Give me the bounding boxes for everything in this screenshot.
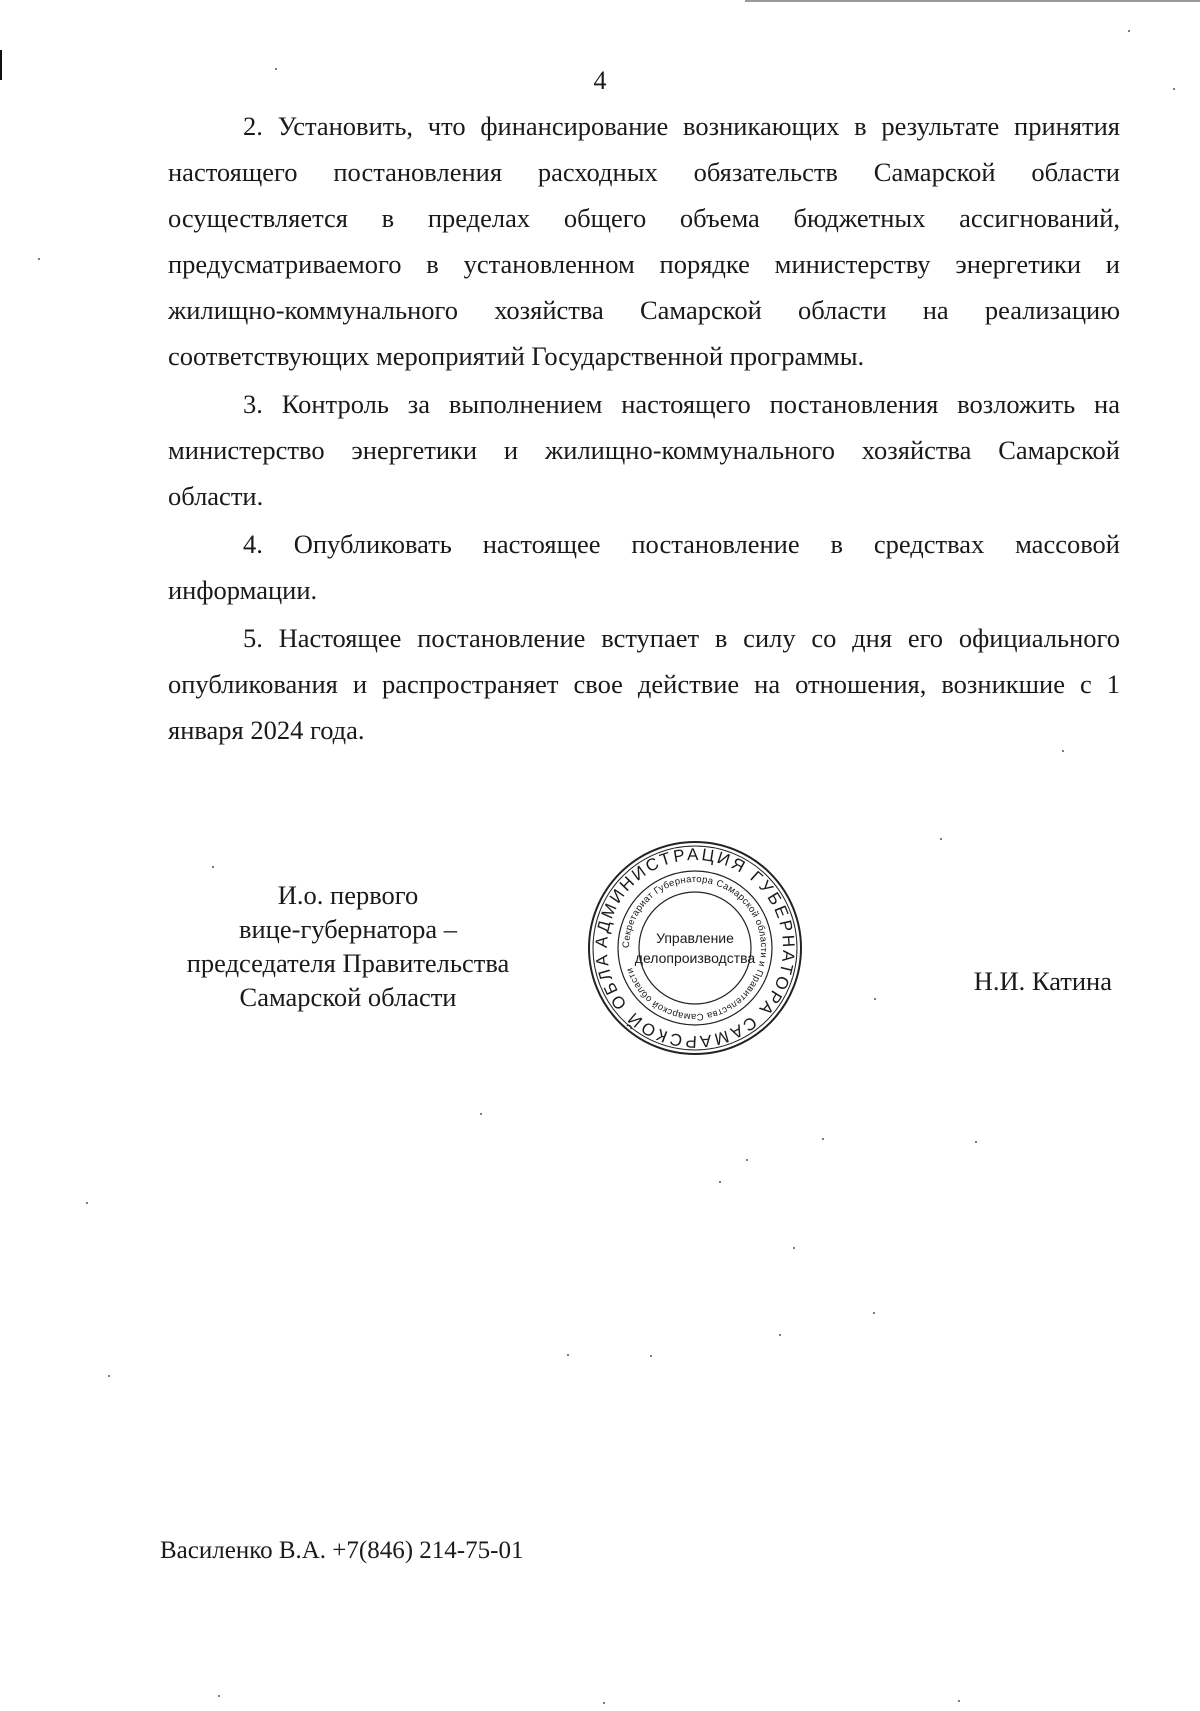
scan-speck bbox=[940, 838, 942, 840]
signatory-title-line: вице-губернатора – bbox=[238, 914, 457, 944]
scan-speck bbox=[218, 1695, 220, 1697]
scan-speck bbox=[746, 1159, 748, 1161]
signatory-title-line: председателя Правительства bbox=[186, 948, 510, 978]
scan-speck bbox=[1128, 30, 1130, 32]
scan-speck bbox=[975, 1141, 977, 1143]
signatory-title-line: Самарской области bbox=[239, 982, 457, 1012]
scan-speck bbox=[86, 1202, 88, 1204]
stamp-center-line: Управление bbox=[656, 930, 734, 946]
signatory-title-line: И.о. первого bbox=[277, 880, 419, 910]
paragraph-publication: 4. Опубликовать настоящее постановление в средствах массовой информации. bbox=[168, 529, 1120, 605]
official-stamp bbox=[585, 838, 805, 1058]
scan-speck bbox=[603, 1702, 605, 1704]
scan-speck bbox=[874, 998, 876, 1000]
paragraph-financing: 2. Установить, что финансирование возникающих в результате принятия настоящего постановления расходных обязательств Самарской области осуществляется в пределах общего объема бюджетных ассигнований, предусматриваемого в установленном порядке министерству энергетики и жилищно-коммунального хозяйства Самарской области на реализацию соответствующих мероприятий Государственной программы. bbox=[168, 111, 1120, 371]
executor-contact: Василенко В.А. +7(846) 214-75-01 bbox=[160, 1537, 524, 1564]
scan-speck bbox=[212, 866, 214, 868]
scan-speck bbox=[480, 1113, 482, 1115]
paragraph-control: 3. Контроль за выполнением настоящего постановления возложить на министерство энергетики и жилищно-коммунального хозяйства Самарской области. bbox=[168, 389, 1120, 511]
scan-artifact-line bbox=[745, 0, 1200, 2]
scan-speck bbox=[719, 1181, 721, 1183]
scan-speck bbox=[793, 1247, 795, 1249]
scan-speck bbox=[567, 1354, 569, 1356]
stamp-center-line: делопроизводства bbox=[634, 950, 756, 966]
scan-speck bbox=[958, 1700, 960, 1702]
page-number: 4 bbox=[593, 66, 607, 95]
paragraph-effective-date: 5. Настоящее постановление вступает в силу со дня его официального опубликования и распространяет свое действие на отношения, возникшие с 1 января 2024 года. bbox=[168, 623, 1120, 745]
scan-speck bbox=[650, 1355, 652, 1357]
scan-speck bbox=[38, 258, 40, 260]
document-body bbox=[168, 103, 1120, 755]
scan-speck bbox=[822, 1138, 824, 1140]
stamp-center-text bbox=[585, 838, 805, 1058]
scan-speck bbox=[779, 1334, 781, 1336]
stamp-inner-text: Секретариат Губернатора Самарской области и Правительства Самарской области bbox=[620, 873, 770, 1023]
signatory-name: Н.И. Катина bbox=[973, 966, 1112, 996]
scan-speck bbox=[108, 1375, 110, 1377]
scan-speck bbox=[873, 1312, 875, 1314]
stamp-outer-text: АДМИНИСТРАЦИЯ ГУБЕРНАТОРА САМАРСКОЙ ОБЛА bbox=[591, 844, 799, 1052]
signatory-title bbox=[168, 878, 528, 1014]
